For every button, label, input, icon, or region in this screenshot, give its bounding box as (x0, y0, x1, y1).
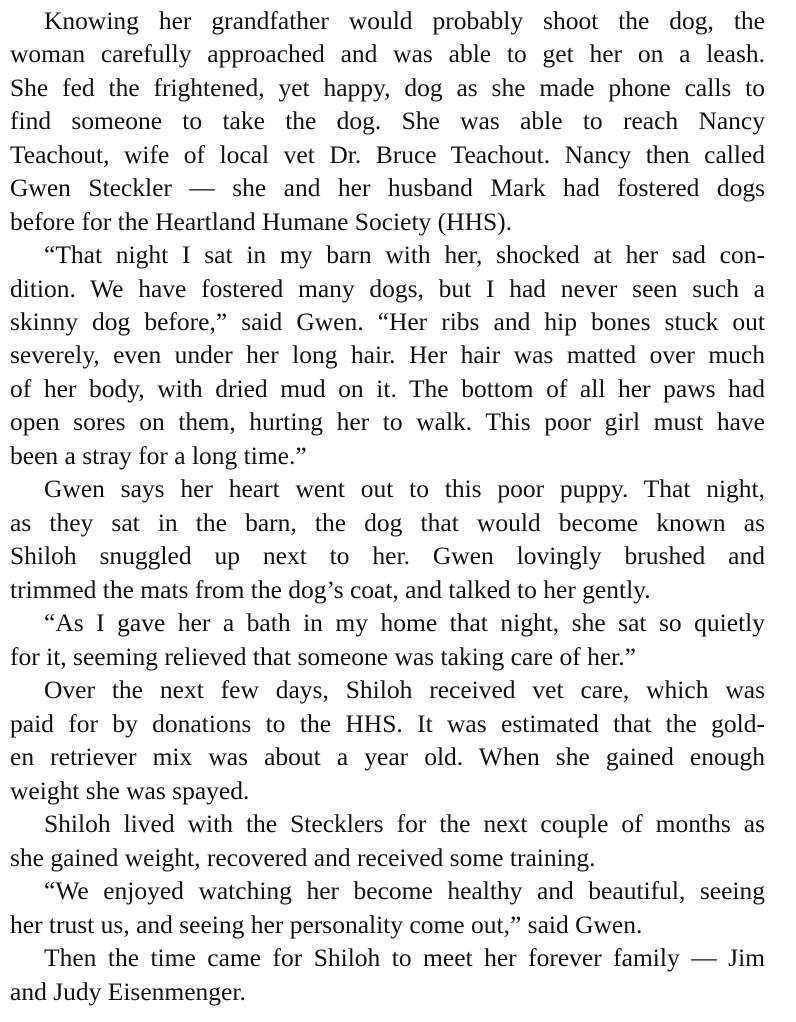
paragraph-line: weight she was spayed. (10, 776, 250, 805)
paragraph-line: of her body, with dried mud on it. The bottom of all her paws had (10, 374, 765, 403)
paragraph-line: open sores on them, hurting her to walk. This poor girl must have (10, 407, 765, 436)
paragraph-line: find someone to take the dog. She was able to reach Nancy (10, 106, 765, 135)
paragraph-line: as they sat in the barn, the dog that would become known as (10, 508, 765, 537)
paragraph-line: skinny dog before,” said Gwen. “Her ribs and hip bones stuck out (10, 307, 765, 336)
paragraph-line: Gwen says her heart went out to this poor puppy. That night, (44, 474, 765, 503)
paragraph-line: her trust us, and seeing her personality come out,” said Gwen. (10, 910, 643, 939)
paragraph-line: she gained weight, recovered and received some training. (10, 843, 596, 872)
paragraph-line: for it, seeming relieved that someone was taking care of her.” (10, 642, 636, 671)
paragraph-line: trimmed the mats from the dog’s coat, and talked to her gently. (10, 575, 651, 604)
paragraph-line: dition. We have fostered many dogs, but I had never seen such a (10, 274, 765, 303)
paragraph-line: Knowing her grandfather would probably shoot the dog, the (44, 6, 765, 35)
paragraph-line: woman carefully approached and was able to get her on a leash. (10, 39, 765, 68)
paragraph-line: severely, even under her long hair. Her hair was matted over much (10, 340, 765, 369)
paragraph-line: paid for by donations to the HHS. It was estimated that the gold- (10, 709, 765, 738)
paragraph-line: Shiloh lived with the Stecklers for the next couple of months as (44, 809, 765, 838)
paragraph-line: Teachout, wife of local vet Dr. Bruce Teachout. Nancy then called (10, 140, 765, 169)
document-page (10, 0, 765, 1022)
paragraph-line: been a stray for a long time.” (10, 441, 307, 470)
paragraph-line: Over the next few days, Shiloh received vet care, which was (44, 675, 765, 704)
paragraph-line: Gwen Steckler — she and her husband Mark had fostered dogs (10, 173, 765, 202)
paragraph-line: before for the Heartland Humane Society (HHS). (10, 207, 513, 236)
paragraph-line: “As I gave her a bath in my home that night, she sat so quietly (44, 608, 765, 637)
paragraph-line: “That night I sat in my barn with her, shocked at her sad con- (44, 240, 765, 269)
paragraph-line: and Judy Eisenmenger. (10, 977, 246, 1006)
paragraph-line: Shiloh snuggled up next to her. Gwen lovingly brushed and (10, 541, 765, 570)
paragraph-line: en retriever mix was about a year old. When she gained enough (10, 742, 765, 771)
paragraph-line: Then the time came for Shiloh to meet her forever family — Jim (44, 943, 765, 972)
paragraph-line: She fed the frightened, yet happy, dog as she made phone calls to (10, 73, 765, 102)
paragraph-line: “We enjoyed watching her become healthy and beautiful, seeing (44, 876, 765, 905)
